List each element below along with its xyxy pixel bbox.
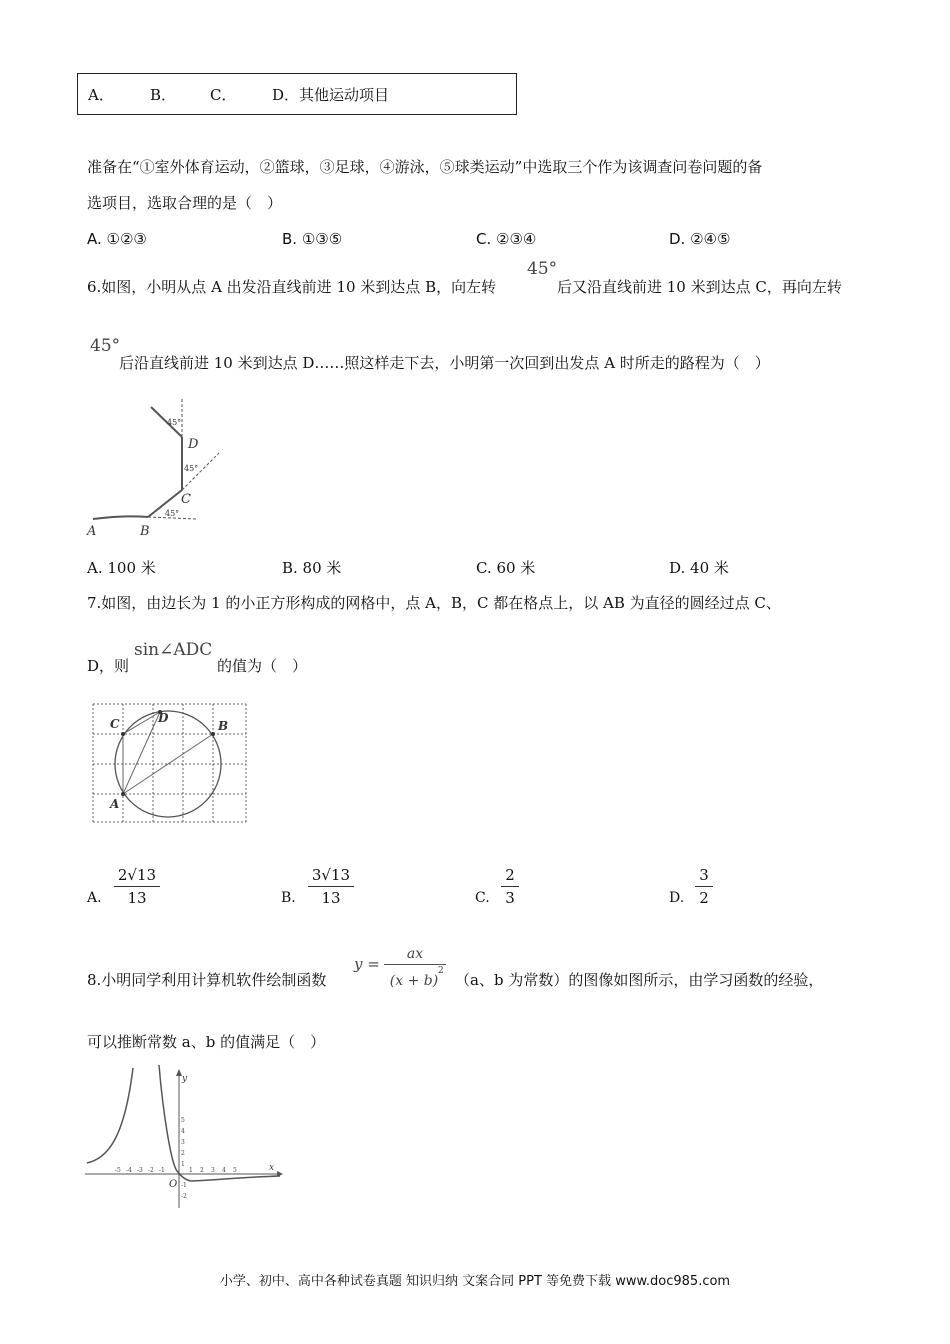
q6-angle-2: 45° xyxy=(90,336,121,356)
q8-ytick-2: 2 xyxy=(181,1150,185,1157)
q6-angle-label-d: 45° xyxy=(167,418,182,427)
q7-option-c-letter: C. xyxy=(475,890,490,906)
q8-line2: 可以推断常数 a、b 的值满足（ ） xyxy=(87,1033,326,1051)
q8-xtick-2: 2 xyxy=(200,1167,204,1174)
box-option-d: D．其他运动项目 xyxy=(272,86,390,104)
q6-option-d: D. 40 米 xyxy=(669,559,729,577)
q8-ytick-1: 1 xyxy=(181,1161,185,1168)
q8-ytick-4: 4 xyxy=(181,1128,185,1135)
q8-origin-label: O xyxy=(169,1179,178,1190)
q5-option-c: C. ②③④ xyxy=(476,230,537,248)
q7-option-d-den: 2 xyxy=(699,889,709,907)
q7-option-d-letter: D. xyxy=(669,890,685,906)
q5-line1: 准备在“①室外体育运动，②篮球，③足球，④游泳，⑤球类运动”中选取三个作为该调查问卷问题的备 xyxy=(87,158,763,176)
q7-figure xyxy=(88,700,252,828)
q8-xtick-neg3: -3 xyxy=(137,1167,143,1174)
q6-angle-label-c: 45° xyxy=(184,464,199,473)
q7-line2a: D，则 xyxy=(87,657,130,675)
q5-line2: 选项目，选取合理的是（ ） xyxy=(87,194,283,212)
q8-graph xyxy=(85,1063,285,1211)
q8-y-axis-label: y xyxy=(182,1074,188,1084)
q8-fn-y: y = xyxy=(354,955,380,973)
q6-label-c: C xyxy=(181,492,191,507)
q6-angle-label-b: 45° xyxy=(165,509,180,518)
q7-option-c-fraction xyxy=(501,864,519,909)
q8-xtick-neg5: -5 xyxy=(115,1167,121,1174)
q5-option-a: A. ①②③ xyxy=(87,230,147,248)
q7-option-d-num: 3 xyxy=(695,864,713,887)
q8-fn-exponent: 2 xyxy=(438,966,444,976)
q7-option-b-den: 13 xyxy=(321,889,341,907)
q8-xtick-4: 4 xyxy=(222,1167,226,1174)
q7-option-c-num: 2 xyxy=(501,864,519,887)
q7-line2b: 的值为（ ） xyxy=(217,657,308,675)
q7-option-b-num: 3√13 xyxy=(308,864,354,887)
q8-ytick-neg2: -2 xyxy=(181,1193,187,1200)
q6-line2: 后沿直线前进 10 米到达点 D……照这样走下去，小明第一次回到出发点 A 时所走的路程为（ ） xyxy=(119,354,770,372)
q7-option-c-den: 3 xyxy=(505,889,515,907)
q8-line1a: 8.小明同学利用计算机软件绘制函数 xyxy=(87,971,327,989)
q8-ytick-5: 5 xyxy=(181,1117,185,1124)
q7-option-d-fraction xyxy=(695,864,713,909)
q6-option-b: B. 80 米 xyxy=(282,559,342,577)
q8-line1b: （a、b 为常数）的图像如图所示，由学习函数的经验， xyxy=(455,971,824,989)
q6-option-c: C. 60 米 xyxy=(476,559,536,577)
q7-option-a-letter: A. xyxy=(87,890,102,906)
q8-fn-denominator: (x + b) xyxy=(389,973,439,989)
box-option-c: C． xyxy=(210,86,237,104)
q7-label-c: C xyxy=(110,717,120,731)
q8-xtick-1: 1 xyxy=(189,1167,193,1174)
q6-line1a: 6.如图，小明从点 A 出发沿直线前进 10 米到达点 B，向左转 xyxy=(87,278,497,296)
page-footer: 小学、初中、高中各种试卷真题 知识归纳 文案合同 PPT 等免费下载 www.doc985.com xyxy=(219,1274,731,1289)
q5-option-d: D. ②④⑤ xyxy=(669,230,731,248)
box-option-b: B． xyxy=(150,86,177,104)
q7-option-a-fraction xyxy=(114,864,160,909)
q8-xtick-neg2: -2 xyxy=(148,1167,154,1174)
box-option-a: A． xyxy=(88,86,114,104)
q6-angle-1: 45° xyxy=(527,259,558,279)
q6-label-b: B xyxy=(140,524,150,539)
q8-x-axis-label: x xyxy=(269,1163,275,1173)
answer-box xyxy=(77,73,517,115)
q7-option-a-den: 13 xyxy=(127,889,147,907)
q8-fn-numerator: ax xyxy=(384,944,446,965)
q6-option-a: A. 100 米 xyxy=(87,559,156,577)
q6-label-d: D xyxy=(188,437,199,452)
q7-label-a: A xyxy=(110,797,120,811)
q7-label-d: D xyxy=(158,711,169,725)
q8-xtick-3: 3 xyxy=(211,1167,215,1174)
q8-xtick-neg4: -4 xyxy=(126,1167,132,1174)
q5-option-b: B. ①③⑤ xyxy=(282,230,343,248)
q8-ytick-3: 3 xyxy=(181,1139,185,1146)
q8-xtick-neg1: -1 xyxy=(159,1167,165,1174)
q7-label-b: B xyxy=(218,719,229,733)
q6-figure xyxy=(85,395,235,540)
q6-line1b: 后又沿直线前进 10 米到达点 C，再向左转 xyxy=(557,278,842,296)
q8-ytick-neg1: -1 xyxy=(181,1182,187,1189)
q7-line1: 7.如图，由边长为 1 的小正方形构成的网格中，点 A，B，C 都在格点上，以 AB 为直径的圆经过点 C、 xyxy=(87,594,781,612)
q7-sin-expression: sin∠ADC xyxy=(134,640,213,660)
q7-option-a-num: 2√13 xyxy=(114,864,160,887)
q7-option-b-fraction xyxy=(308,864,354,909)
q8-xtick-5: 5 xyxy=(233,1167,237,1174)
q7-option-b-letter: B. xyxy=(281,890,296,906)
q6-label-a: A xyxy=(87,524,97,539)
